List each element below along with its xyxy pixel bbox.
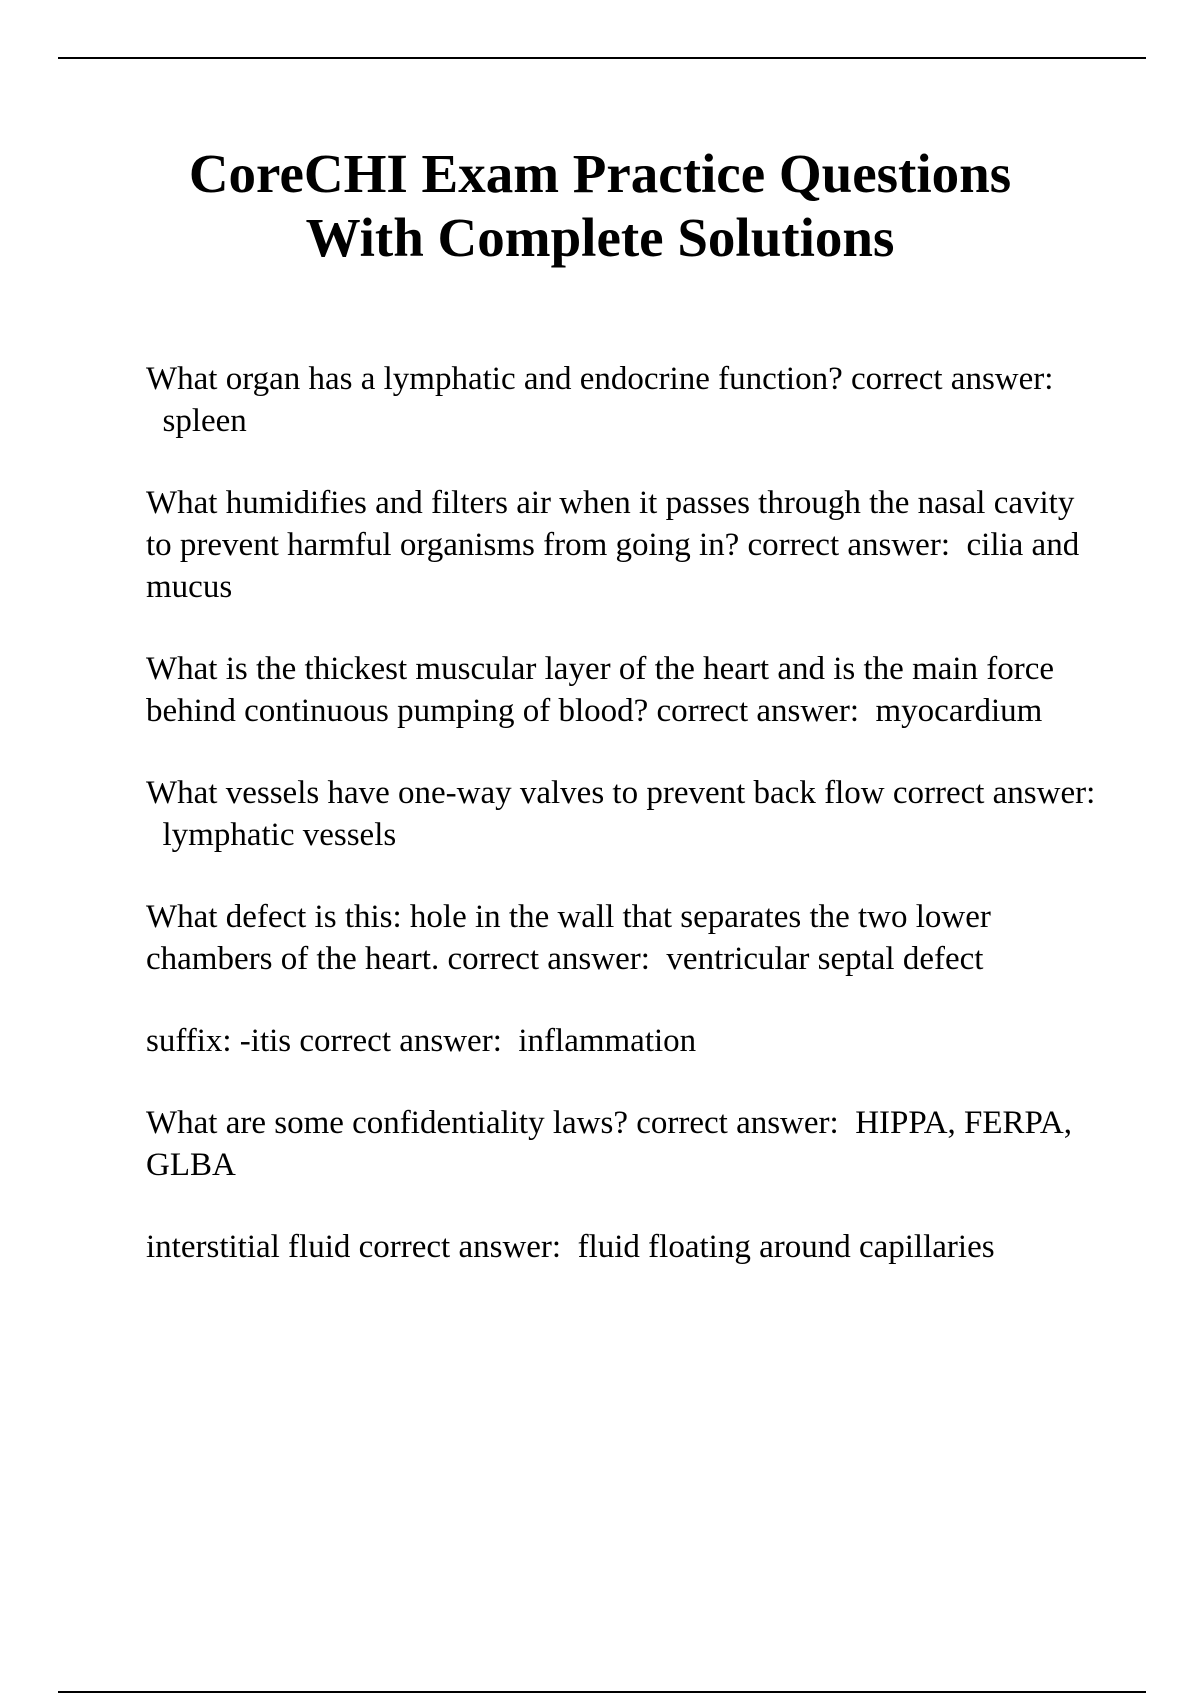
- answer-text: ventricular septal defect: [666, 941, 984, 977]
- qa-item: [146, 648, 1106, 732]
- title-line-1: CoreCHI Exam Practice Questions: [188, 143, 1012, 204]
- qa-item: [146, 1226, 1106, 1268]
- question-text: What organ has a lymphatic and endocrine function? correct answer:: [146, 361, 1054, 397]
- question-text: What defect is this: hole in the wall that separates the two lower chambers of the heart. correct answer:: [146, 899, 991, 977]
- question-text: What are some confidentiality laws? correct answer:: [146, 1105, 839, 1141]
- qa-item: [146, 358, 1106, 442]
- answer-text: inflammation: [518, 1023, 697, 1059]
- answer-text: lymphatic vessels: [162, 817, 397, 853]
- answer-text: HIPPA, FERPA, GLBA: [146, 1105, 1072, 1183]
- page-title: [100, 142, 1100, 270]
- title-line-2: With Complete Solutions: [305, 207, 895, 268]
- answer-text: spleen: [162, 403, 247, 439]
- qa-list: [146, 358, 1106, 1308]
- answer-text: fluid floating around capillaries: [577, 1229, 995, 1265]
- qa-item: [146, 482, 1106, 608]
- question-text: What humidifies and filters air when it passes through the nasal cavity to prevent harmful organisms from going in? correct answer:: [146, 485, 1075, 563]
- qa-item: [146, 896, 1106, 980]
- question-text: What is the thickest muscular layer of the heart and is the main force behind continuous pumping of blood? correct answer:: [146, 651, 1055, 729]
- answer-text: myocardium: [875, 693, 1043, 729]
- question-text: suffix: -itis correct answer:: [146, 1023, 502, 1059]
- bottom-rule: [58, 1691, 1146, 1693]
- qa-item: [146, 1020, 1106, 1062]
- question-text: What vessels have one-way valves to prevent back flow correct answer:: [146, 775, 1096, 811]
- question-text: interstitial fluid correct answer:: [146, 1229, 562, 1265]
- top-rule: [58, 57, 1146, 59]
- answer-text: cilia and mucus: [146, 527, 1080, 605]
- qa-item: [146, 772, 1106, 856]
- qa-item: [146, 1102, 1106, 1186]
